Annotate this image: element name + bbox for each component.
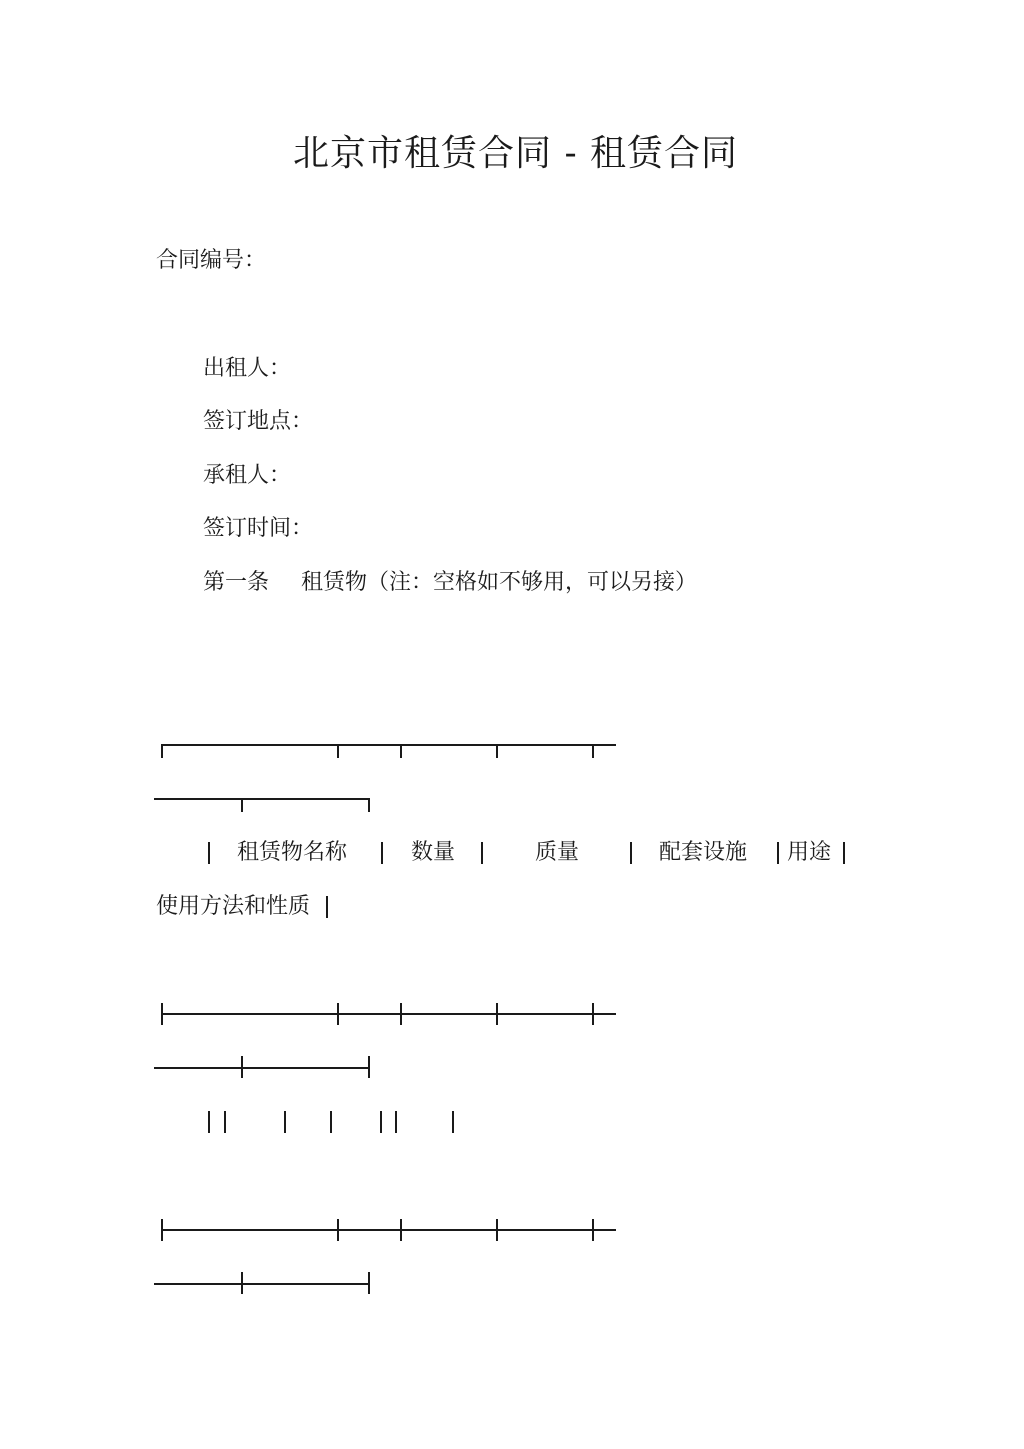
header-usage: 用途 [787,840,832,865]
sign-time-label: 签订时间： [203,516,314,541]
lessor-label: 出租人： [203,356,292,381]
header-quality: 质量 [535,840,580,865]
header-facilities: 配套设施 [659,840,748,865]
article-1-number: 第一条 [203,570,270,595]
document-title: 北京市租赁合同 - 租赁合同 [293,133,739,174]
lessee-label: 承租人： [203,463,292,488]
header-method-nature: 使用方法和性质 [156,894,311,919]
header-quantity: 数量 [411,840,456,865]
contract-number-label: 合同编号： [156,248,267,273]
article-1-heading: 租赁物（注：空格如不够用，可以另接） [301,570,698,595]
header-item-name: 租赁物名称 [237,840,348,865]
sign-place-label: 签订地点： [203,409,314,434]
